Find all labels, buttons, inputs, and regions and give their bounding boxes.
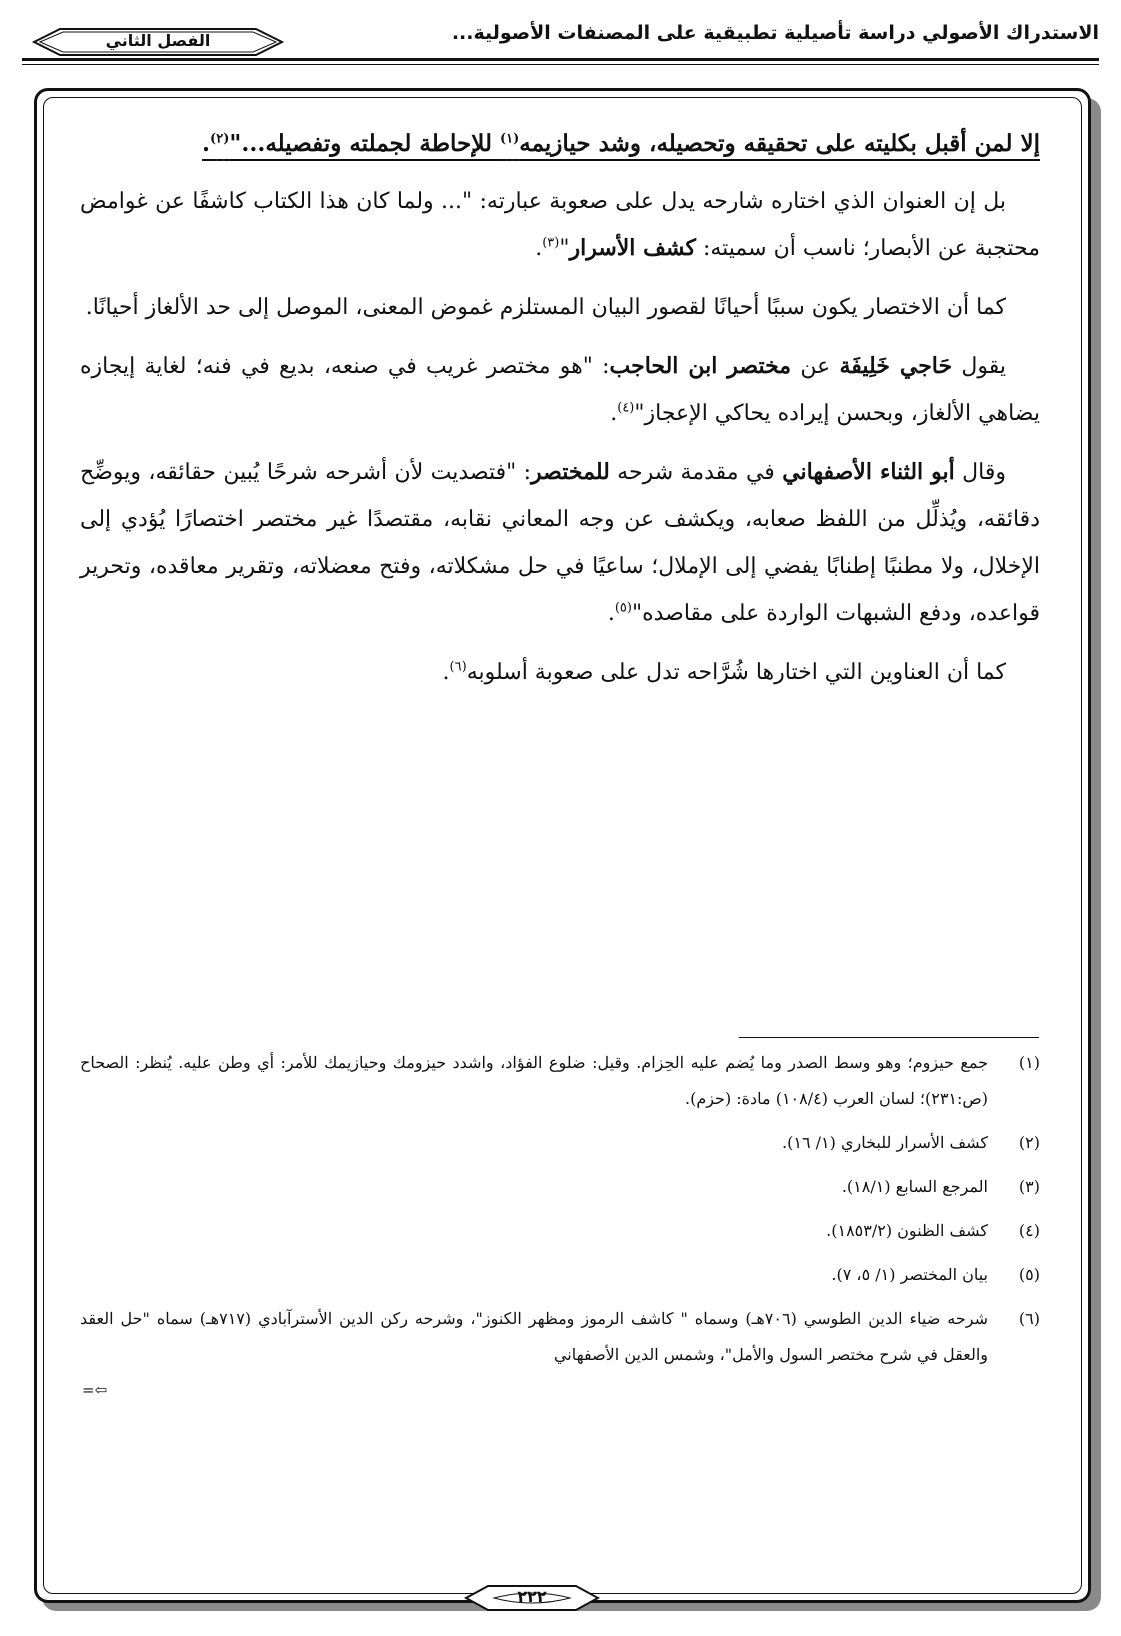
book-title-2: للمختصر (531, 459, 610, 485)
chapter-tag (32, 26, 284, 58)
footnotes (80, 1045, 1040, 1399)
header-rule-thin (22, 64, 1099, 65)
footnote: (٢) كشف الأسرار للبخاري (١/ ١٦). (782, 1133, 1040, 1152)
paragraph-5: كما أن العناوين التي اختارها شُرَّاحه تدل على صعوبة أسلوبه$^{(٦)}$. (442, 659, 1006, 685)
book-title-kashf: كشف الأسرار (569, 235, 696, 261)
page-number-badge (464, 1584, 600, 1612)
footnote: (٥) بيان المختصر (١/ ٥، ٧). (831, 1265, 1040, 1284)
footnote: (٤) كشف الظنون (١٨٥٣/٢). (826, 1221, 1040, 1240)
author-name-2: أبو الثناء الأصفهاني (782, 459, 955, 485)
book-title: مختصر ابن الحاجب (609, 353, 792, 379)
footnote-separator (739, 1037, 1039, 1038)
paragraph-2: كما أن الاختصار يكون سببًا أحيانًا لقصور البيان المستلزم غموض المعنى، الموصل إلى حد الألغاز أحيانًا. (85, 295, 1006, 320)
continuation-arrow-icon: =⇦ (82, 1381, 108, 1399)
page-number: ٢٢٢ (517, 1587, 547, 1606)
chapter-label: الفصل الثاني (105, 31, 211, 50)
paragraph-4: وقال أبو الثناء الأصفهاني في مقدمة شرحه للمختصر: "فتصديت لأن أشرحه شرحًا يُبين حقائقه، ويوضِّح دقائقه، ويُذلِّل من اللفظ صعابه، ويكشف عن وجه المعاني نقابه، مقتصدًا غير مختصر اختصارًا يُؤدي إلى الإخلال، ولا مطنبًا إطنابًا يفضي إلى الإملال؛ ساعيًا في حل مشكلاته، وفتح معضلاته، وتقرير معاقده، وتحرير قواعده، ودفع الشبهات الواردة على مقاصده"$^{(٥)}$. (80, 459, 1040, 626)
quote-continuation: إلا لمن أقبل بكليته على تحقيقه وتحصيله، وشد حيازيمه$^{(١)}$ للإحاطة لجملته وتفصيله..."$^{(٢)}$. (202, 130, 1040, 157)
running-title: الاستدراك الأصولي دراسة تأصيلية تطبيقية على المصنفات الأصولية... (451, 22, 1099, 44)
header-rule (22, 58, 1099, 61)
paragraph-1: بل إن العنوان الذي اختاره شارحه يدل على صعوبة عبارته: "... ولما كان هذا الكتاب كاشفًا عن غوامض محتجبة عن الأبصار؛ ناسب أن سميته: كشف الأسرار"$^{(٣)}$. (80, 189, 1040, 261)
author-name: حَاجي خَلِيفَة (839, 353, 953, 379)
paragraph-3: يقول حَاجي خَلِيفَة عن مختصر ابن الحاجب: "هو مختصر غريب في صنعه، بديع في فنه؛ لغاية إيجازه يضاهي الألغاز، وبحسن إيراده يحاكي الإعجاز"$^{(٤)}$. (80, 353, 1040, 426)
footnote: (١) جمع حيزوم؛ وهو وسط الصدر وما يُضم عليه الحِزام. وقيل: ضلوع الفؤاد، واشدد حيزومك وحيازيمك للأمر: أي وطن عليه. يُنظر: الصحاح (ص:٢٣١)؛ لسان العرب (١٠٨/٤) مادة: (حزم). (80, 1053, 1040, 1108)
footnote: (٣) المرجع السابع (١٨/١). (841, 1177, 1040, 1196)
main-text (80, 120, 1040, 708)
footnote: (٦) شرحه ضياء الدين الطوسي (٧٠٦هـ) وسماه " كاشف الرموز ومظهر الكنوز"، وشرحه ركن الدين الأسترآبادي (٧١٧هـ) سماه "حل العقد والعقل في شرح مختصر السول والأمل"، وشمس الدين الأصفهاني (80, 1309, 1040, 1364)
